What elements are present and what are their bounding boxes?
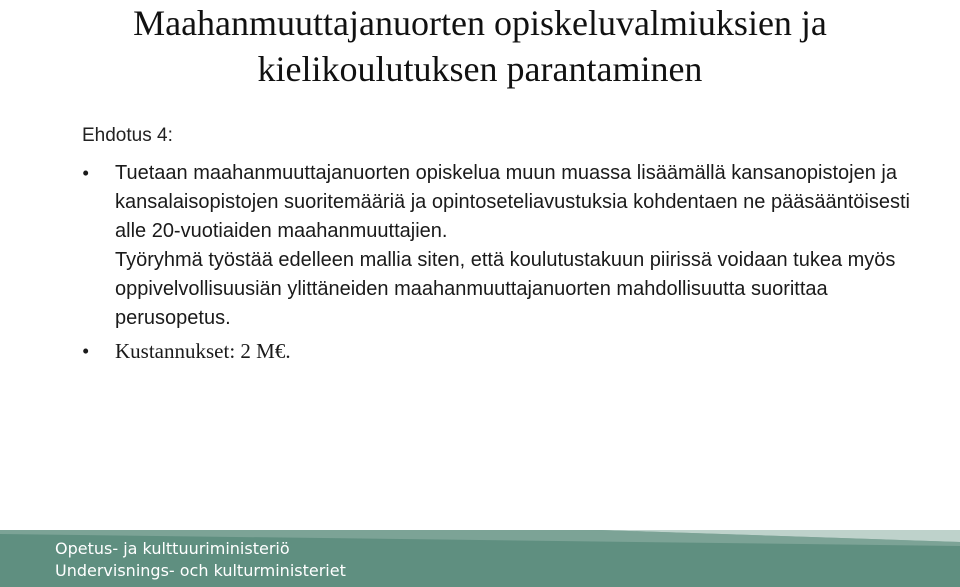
bullet-paragraph-working-group: Työryhmä työstää edelleen mallia siten, että koulutustakuun piirissä voidaan tukea myös oppivelvollisuusiän ylittäneiden maahanmuuttajanuorten mahdollisuutta suorittaa perusopetus. <box>115 249 896 329</box>
bullet-paragraph-support: Tuetaan maahanmuuttajanuorten opiskelua muun muassa lisäämällä kansanopistojen ja kansalaisopistojen suoritemääriä ja opintoseteliavustuksia kohdentaen ne pääsääntöisesti alle 20-vuotiaiden maahanmuuttajien. <box>115 162 910 242</box>
slide-content <box>82 122 942 366</box>
bullet-item-costs <box>82 337 942 366</box>
bullet-list <box>82 159 942 366</box>
bullet-icon: • <box>82 339 90 363</box>
proposal-label: Ehdotus 4: <box>82 125 173 146</box>
ministry-name-finnish: Opetus- ja kulttuuriministeriö <box>55 539 290 558</box>
bullet-paragraph-costs: Kustannukset: 2 M€. <box>115 339 291 363</box>
ministry-name-swedish: Undervisnings- och kulturministeriet <box>55 561 346 580</box>
bullet-item-proposal <box>82 159 942 333</box>
slide-title-line-1: Maahanmuuttajanuorten opiskeluvalmiuksien ja <box>133 3 827 43</box>
slide-title <box>0 0 960 92</box>
footer-ministry-names <box>55 538 346 582</box>
bullet-icon: • <box>82 161 90 185</box>
ministry-footer <box>0 530 960 587</box>
slide-title-line-2: kielikoulutuksen parantaminen <box>257 49 703 89</box>
